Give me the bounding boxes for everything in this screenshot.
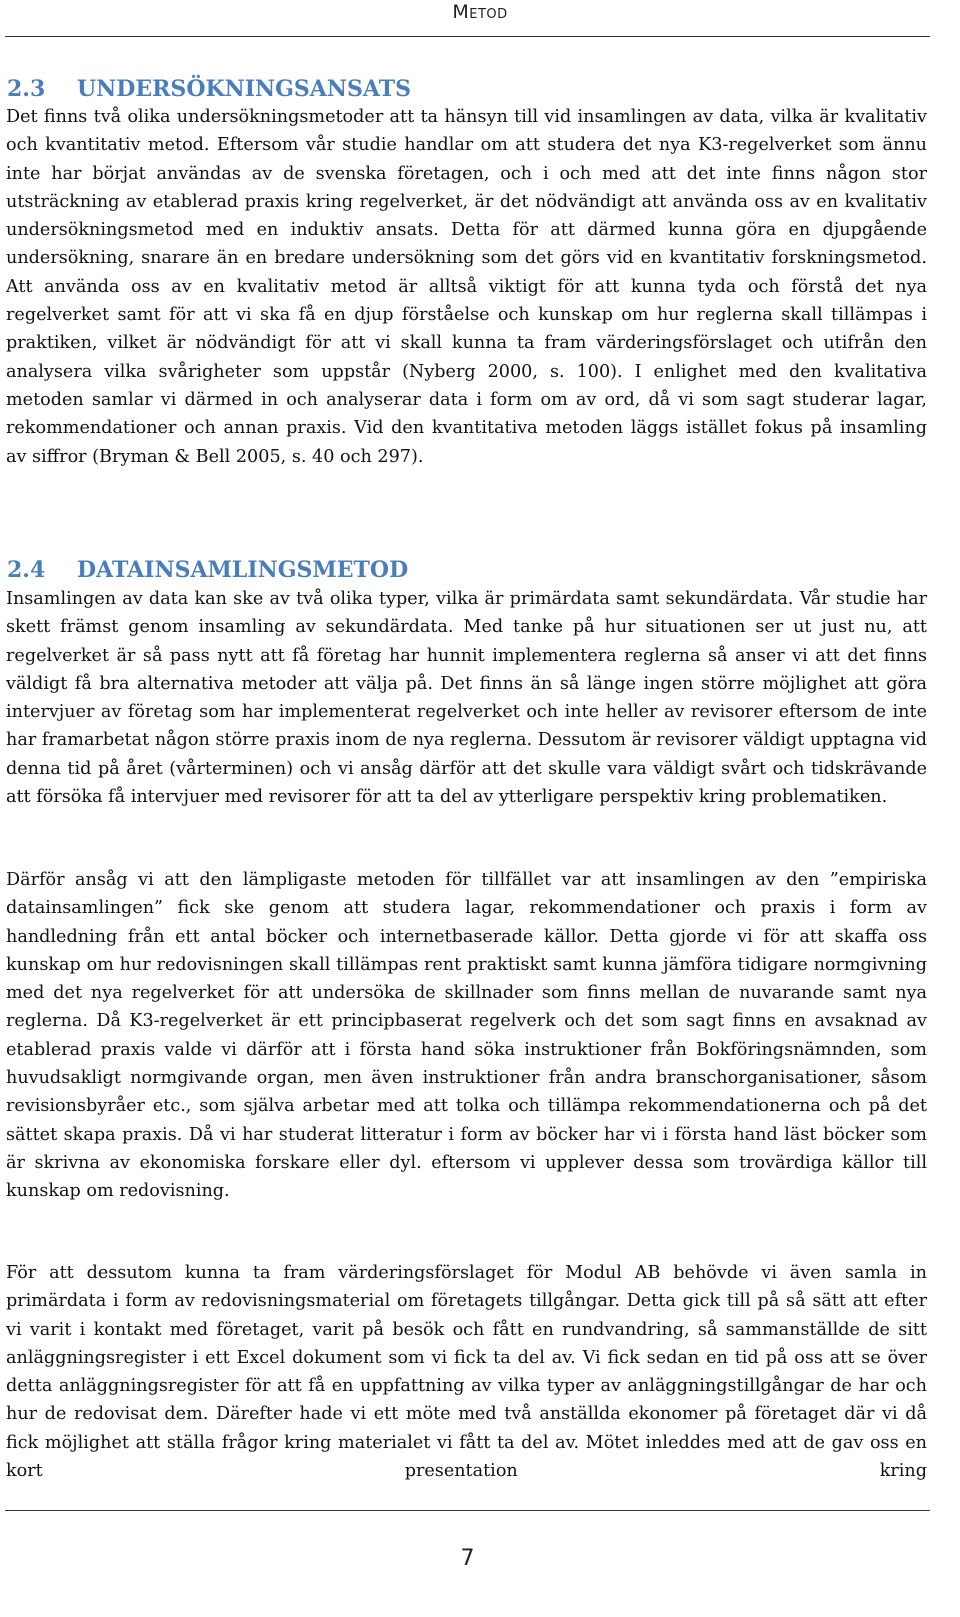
section-title: UNDERSÖKNINGSANSATS: [77, 76, 411, 102]
paragraph: Insamlingen av data kan ske av två olika typer, vilka är primärdata samt sekundärdata. Vår studie har skett främst genom insamling av sekundärdata. Med tanke på hur situationen ser ut just nu, att regelverket är så pass nytt att få företag har hunnit implementera reglerna så anser vi att det finns väldigt få bra alternativa metoder att välja på. Det finns än så länge ingen större möjlighet att göra intervjuer av företag som har implementerat regelverket och inte heller av revisorer eftersom de inte har framarbetat någon större praxis inom de nya reglerna. Dessutom är revisorer väldigt upptagna vid denna tid på året (vårterminen) och vi ansåg därför att det skulle vara väldigt svårt och tidskrävande att försöka få intervjuer med revisorer för att ta del av ytterligare perspektiv kring problematiken.: [6, 589, 927, 808]
section-heading-2-3: [7, 76, 411, 102]
section-title: DATAINSAMLINGSMETOD: [77, 557, 409, 583]
running-header: [0, 0, 960, 24]
paragraph: För att dessutom kunna ta fram värderingsförslaget för Modul AB behövde vi även samla in primärdata i form av redovisningsmaterial om företagets tillgångar. Detta gick till på så sätt att efter vi varit i kontakt med företaget, varit på besök och fått en rundvandring, så sammanställde de sitt anläggningsregister i ett Excel dokument som vi fick ta del av. Vi fick sedan en tid på oss att se över detta anläggningsregister för att få en uppfattning av vilka typer av anläggningstillgångar de har och hur de redovisat dem. Därefter hade vi ett möte med två anställda ekonomer på företaget där vi då fick möjlighet att ställa frågor kring materialet vi fått ta del av. Mötet inleddes med att de gav oss en kort presentation kring: [6, 1263, 927, 1482]
section-number: 2.4: [7, 557, 46, 583]
paragraph: Därför ansåg vi att den lämpligaste metoden för tillfället var att insamlingen av den ”empiriska datainsamlingen” fick ske genom att studera lagar, rekommendationer och praxis i form av handledning från ett antal böcker och internetbaserade källor. Detta gjorde vi för att skaffa oss kunskap om hur redovisningen skall tillämpas rent praktiskt samt kunna jämföra tidigare normgivning med det nya regelverket för att undersöka de skillnader som finns mellan de nuvarande samt nya reglerna. Då K3-regelverket är ett principbaserat regelverk och det som sagt finns en avsaknad av etablerad praxis valde vi därför att i första hand söka instruktioner från Bokföringsnämnden, som huvudsakligt normgivande organ, men även instruktioner från andra branschorganisationer, såsom revisionsbyråer etc., som själva arbetar med att tolka och tillämpa rekommendationerna och på det sättet skapa praxis. Då vi har studerat litteratur i form av böcker har vi i första hand läst böcker som är skrivna av ekonomiska forskare eller dyl. eftersom vi upplever dessa som trovärdiga källor till kunskap om redovisning.: [6, 870, 927, 1202]
section-body-2-4-p3: [6, 1259, 927, 1485]
page-number: 7: [460, 1546, 475, 1571]
header-rule: [5, 36, 930, 37]
section-number: 2.3: [7, 76, 46, 102]
section-body-2-3: [6, 103, 927, 471]
section-body-2-4-p2: [6, 866, 927, 1206]
paragraph: Det finns två olika undersökningsmetoder att ta hänsyn till vid insamlingen av data, vilka är kvalitativ och kvantitativ metod. Eftersom vår studie handlar om att studera det nya K3-regelverket som ännu inte har börjat användas av de svenska företagen, och i och med att det inte finns någon stor utsträckning av etablerad praxis kring regelverket, är det nödvändigt att använda oss av en kvalitativ undersökningsmetod med en induktiv ansats. Detta för att därmed kunna göra en djupgående undersökning, snarare än en bredare undersökning som det görs vid en kvantitativ forskningsmetod. Att använda oss av en kvalitativ metod är alltså viktigt för att kunna tyda och förstå det nya regelverket samt för att vi ska få en djup förståelse och kunskap om hur reglerna skall tillämpas i praktiken, vilket är nödvändigt för att vi skall kunna ta fram värderingsförslaget och utifrån den analysera vilka svårigheter som uppstår (Nyberg 2000, s. 100). I enlighet med den kvalitativa metoden samlar vi därmed in och analyserar data i form om av ord, då vi som sagt studerar lagar, rekommendationer och annan praxis. Vid den kvantitativa metoden läggs istället fokus på insamling av siffror (Bryman & Bell 2005, s. 40 och 297).: [6, 107, 927, 467]
section-heading-2-4: [7, 557, 408, 583]
footer-rule: [5, 1510, 930, 1511]
section-body-2-4-p1: [6, 585, 927, 811]
running-header-text: Metod: [452, 1, 508, 23]
